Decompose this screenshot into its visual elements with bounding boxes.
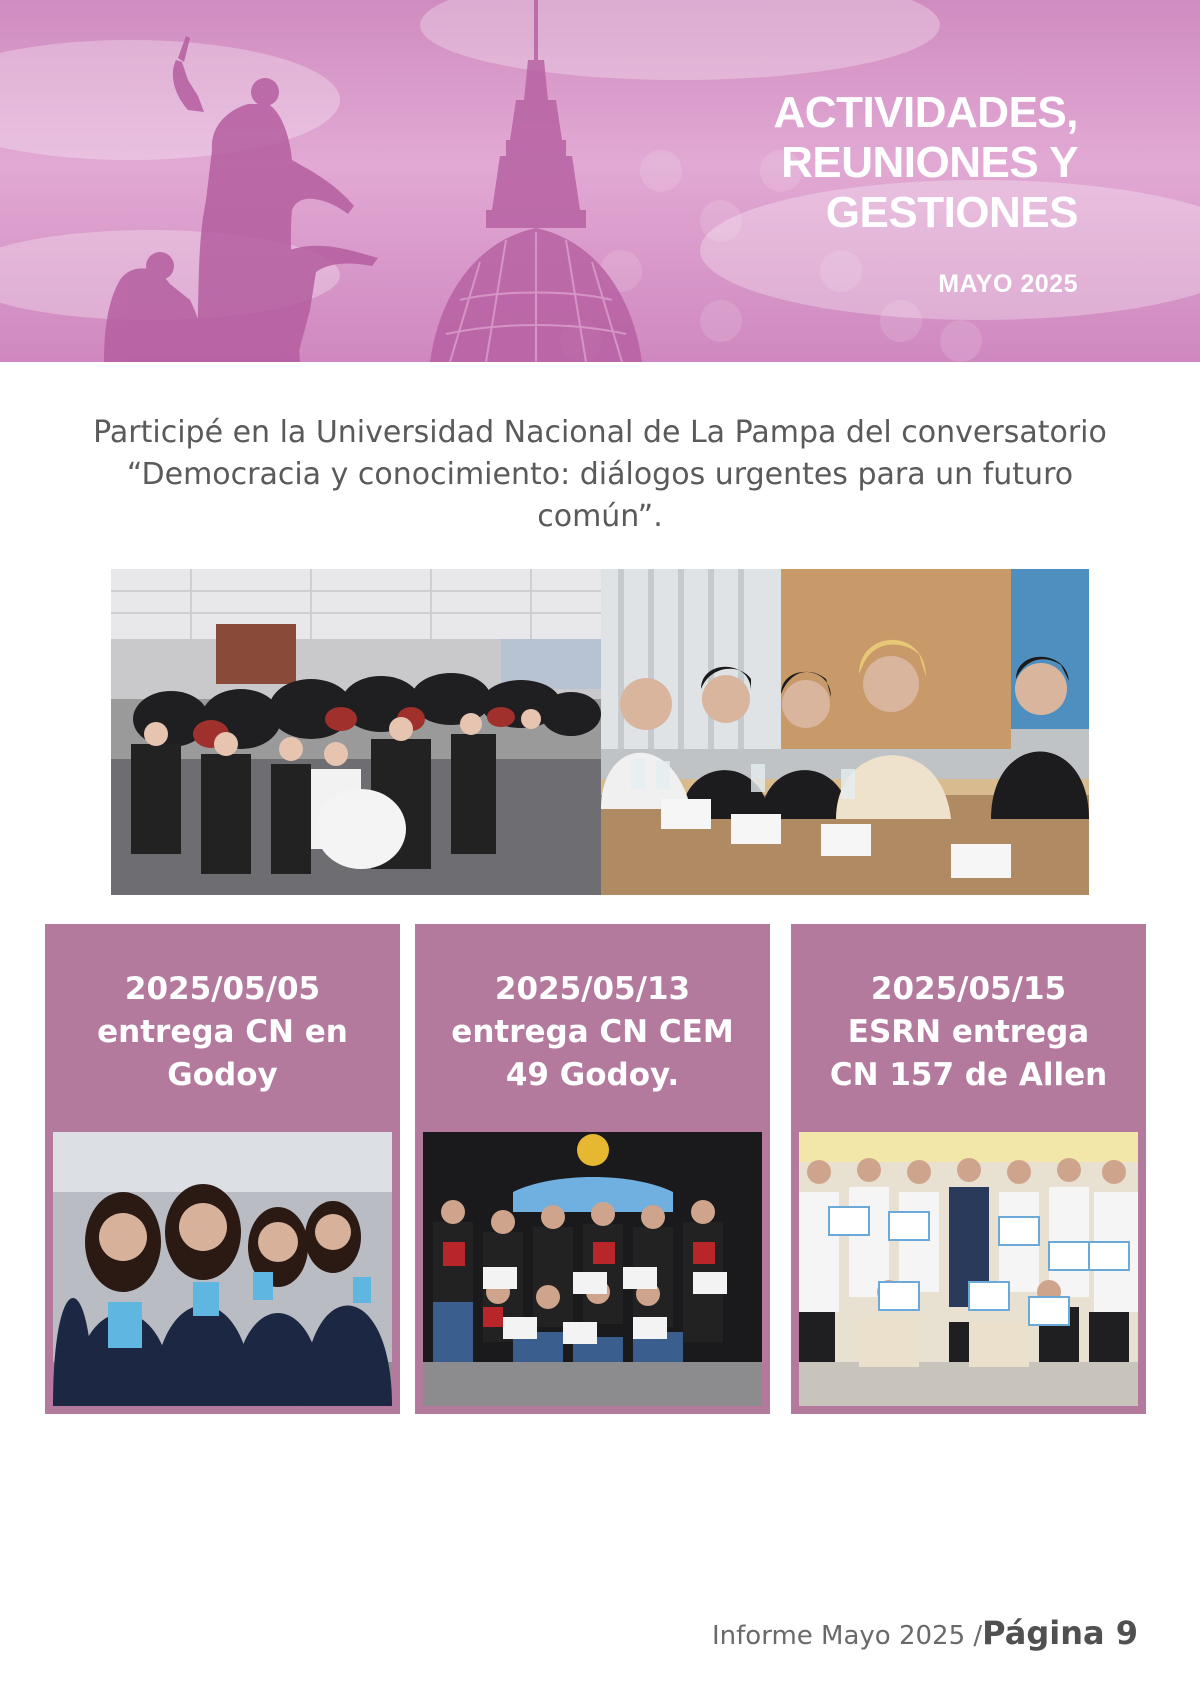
activity-desc-line: Godoy [167, 1057, 278, 1093]
page-subtitle: MAYO 2025 [938, 270, 1078, 298]
activity-card [415, 924, 770, 1414]
activity-desc-line: 49 Godoy. [505, 1057, 680, 1093]
title-line: GESTIONES [825, 188, 1078, 237]
panel-table-photo [601, 569, 1089, 895]
activity-card-title [801, 968, 1136, 1097]
title-line: REUNIONES Y [781, 138, 1078, 187]
activity-date: 2025/05/13 [494, 971, 691, 1007]
activity-card-title [55, 968, 390, 1097]
activity-card-title [425, 968, 760, 1097]
group-with-certificates-photo [423, 1132, 762, 1406]
intro-paragraph: Participé en la Universidad Nacional de La Pampa del conversatorio “Democracia y conocimiento: diálogos urgentes para un futuro común”. [93, 415, 1107, 534]
title-line: ACTIVIDADES, [773, 88, 1078, 137]
activity-card [45, 924, 400, 1414]
report-label: Informe Mayo 2025 / [712, 1621, 983, 1651]
students-with-booklets-photo [53, 1132, 392, 1406]
activity-card [791, 924, 1146, 1414]
statue-and-dome-icon [0, 0, 700, 362]
page-number: Página 9 [982, 1614, 1138, 1652]
activity-desc-line: CN 157 de Allen [829, 1057, 1108, 1093]
activity-date: 2025/05/05 [124, 971, 321, 1007]
activity-desc-line: ESRN entrega [847, 1014, 1090, 1050]
page-footer [712, 1614, 1138, 1652]
page-title [774, 88, 1078, 238]
header-banner [0, 0, 1200, 362]
activity-date: 2025/05/15 [870, 971, 1067, 1007]
class-with-certificates-photo [799, 1132, 1138, 1406]
audience-photo [111, 569, 601, 895]
activity-desc-line: entrega CN en [97, 1014, 348, 1050]
activity-desc-line: entrega CN CEM [451, 1014, 734, 1050]
